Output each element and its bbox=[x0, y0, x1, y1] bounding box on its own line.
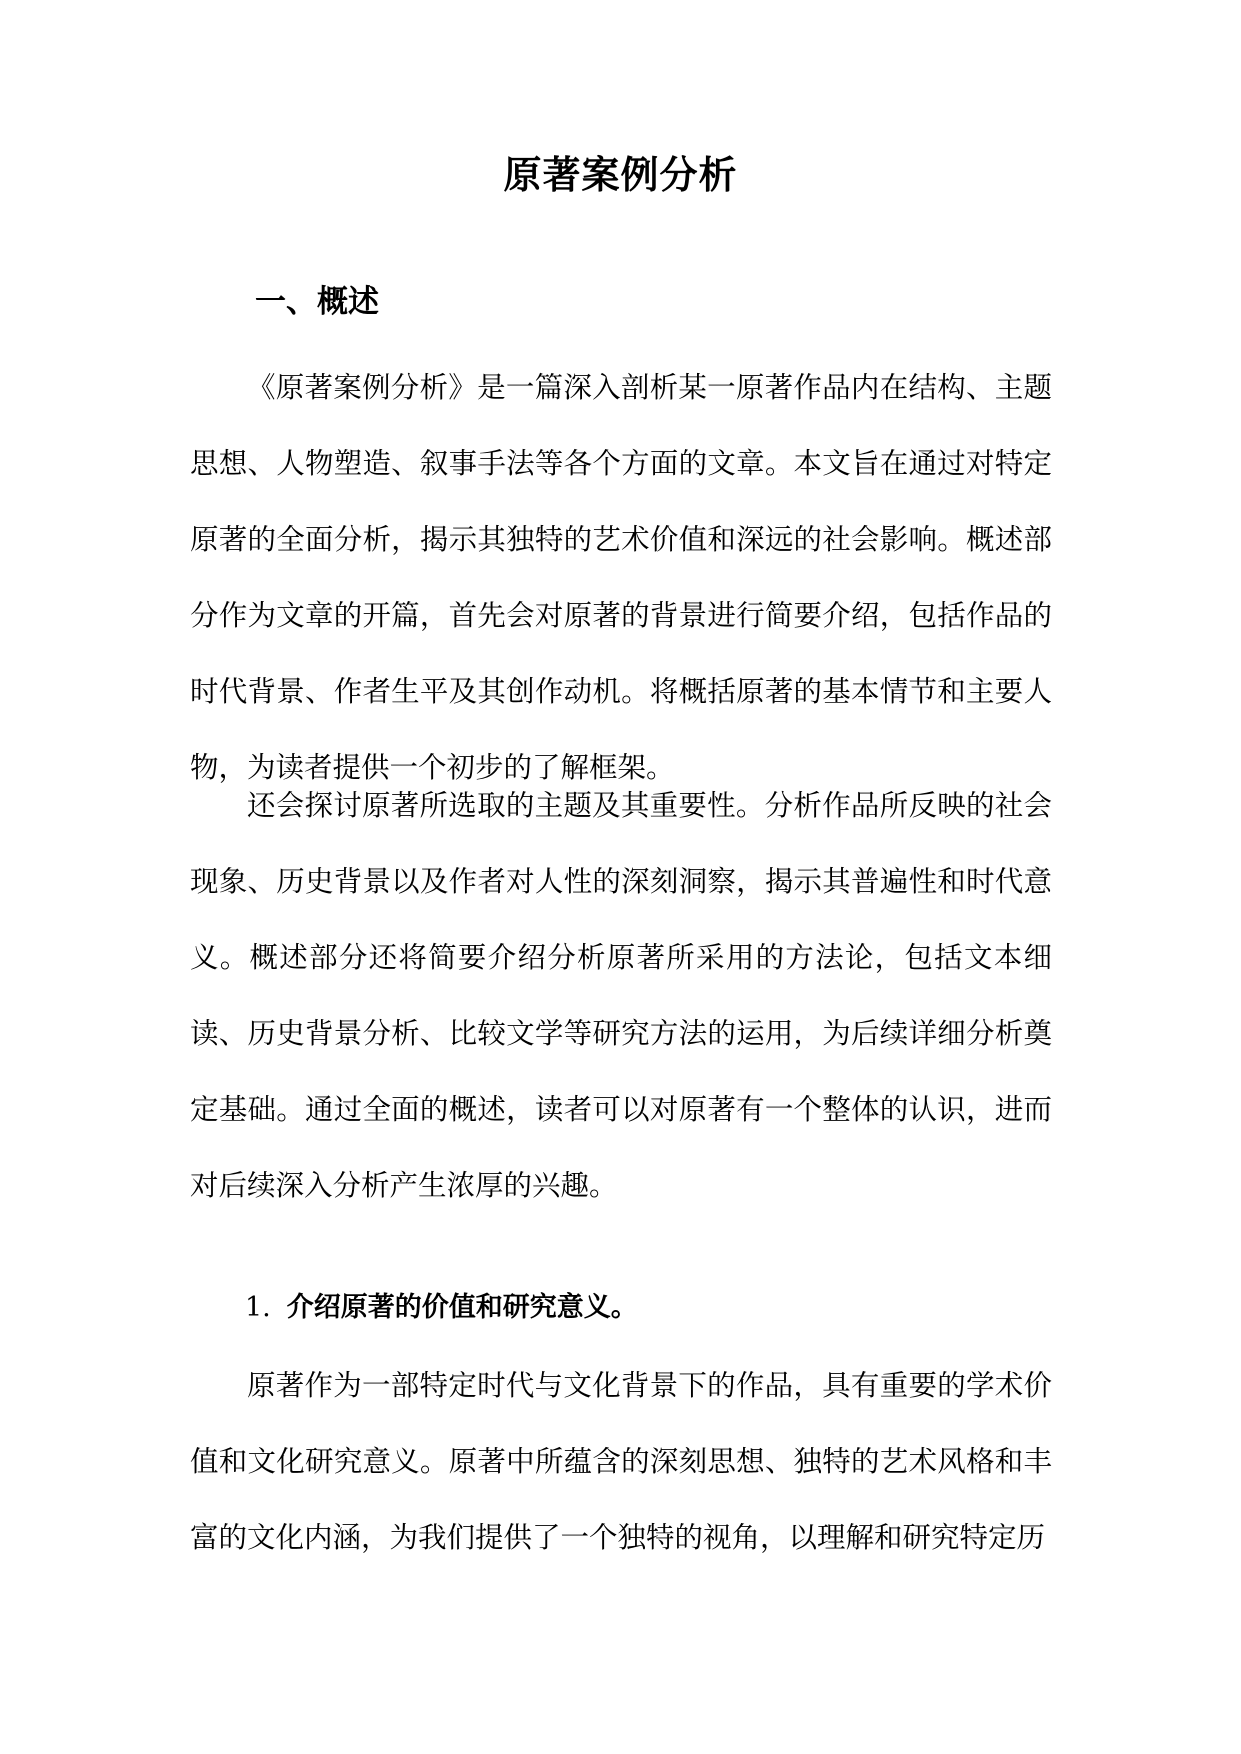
value-paragraph-1: 原著作为一部特定时代与文化背景下的作品，具有重要的学术价值和文化研究意义。原著中所蕴含的深刻思想、独特的艺术风格和丰富的文化内涵，为我们提供了一个独特的视角，以理解和研究特定历 bbox=[190, 1369, 1052, 1554]
subsection-number: 1. bbox=[245, 1292, 271, 1323]
overview-paragraph-2: 还会探讨原著所选取的主题及其重要性。分析作品所反映的社会现象、历史背景以及作者对人性的深刻洞察，揭示其普遍性和时代意义。概述部分还将简要介绍分析原著所采用的方法论，包括文本细读、历史背景分析、比较文学等研究方法的运用，为后续详细分析奠定基础。通过全面的概述，读者可以对原著有一个整体的认识，进而对后续深入分析产生浓厚的兴趣。 bbox=[190, 789, 1052, 1202]
overview-paragraph-1: 《原著案例分析》是一篇深入剖析某一原著作品内在结构、主题思想、人物塑造、叙事手法等各个方面的文章。本文旨在通过对特定原著的全面分析，揭示其独特的艺术价值和深远的社会影响。概述部分作为文章的开篇，首先会对原著的背景进行简要介绍，包括作品的时代背景、作者生平及其创作动机。将概括原著的基本情节和主要人物，为读者提供一个初步的了解框架。 bbox=[190, 371, 1052, 784]
subsection-heading-value bbox=[245, 1288, 638, 1328]
section-heading-overview: 一、概述 bbox=[255, 284, 379, 320]
subsection-title: 介绍原著的价值和研究意义。 bbox=[286, 1292, 638, 1323]
document-title: 原著案例分析 bbox=[503, 153, 738, 197]
